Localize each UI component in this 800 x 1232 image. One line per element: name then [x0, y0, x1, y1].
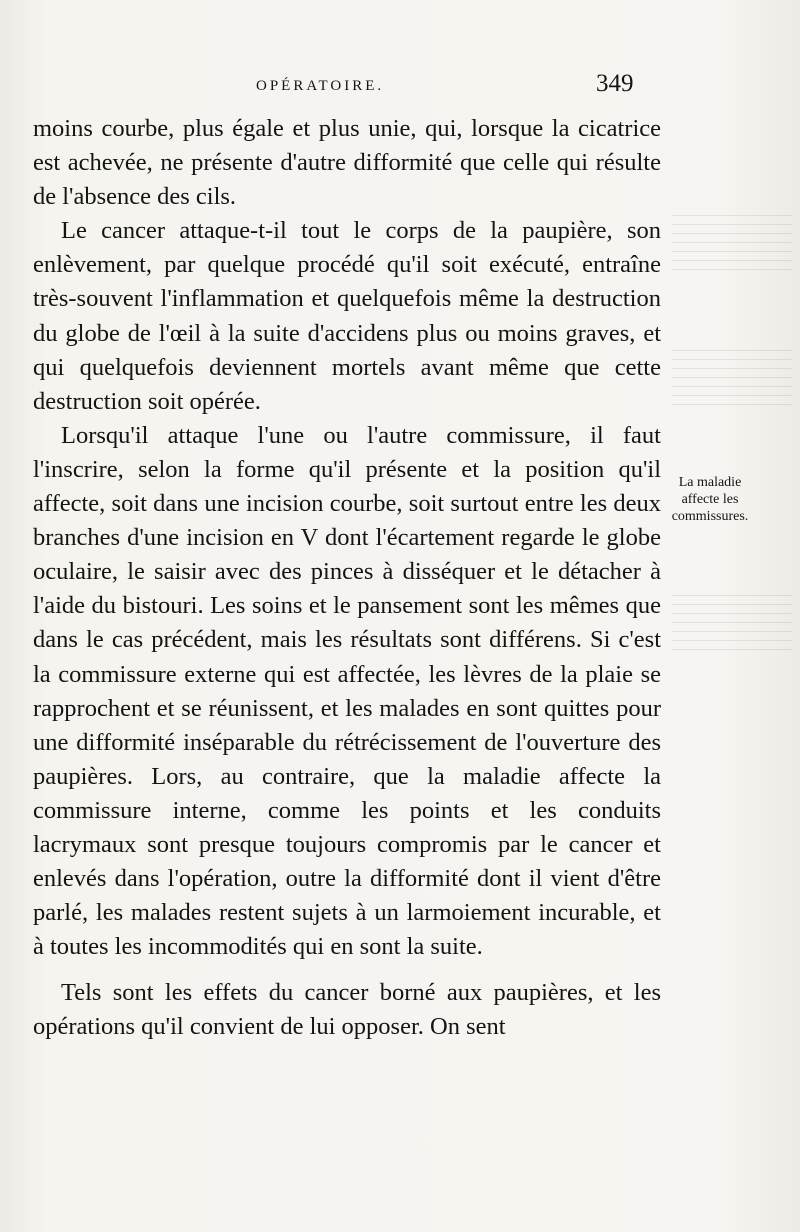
show-through-text: [672, 210, 792, 270]
margin-note: La maladie affecte les commissures.: [671, 475, 749, 524]
paragraph-commissure: Lorsqu'il attaque l'une ou l'autre commissure, il faut l'inscrire, selon la forme qu'il présente et la position qu'il affecte, soit dans une incision courbe, soit surtout entre les deux branches d'une incision en V dont l'écartement regarde le globe oculaire, le saisir avec des pinces à disséquer et le détacher à l'aide du bistouri. Les soins et le pansement sont les mêmes que dans le cas précédent, mais les résultats sont différens. Si c'est la commissure externe qui est affectée, les lèvres de la plaie se rapprochent et se réunissent, et les malades en sont quittes pour une difformité inséparable du rétrécissement de l'ouverture des paupières. Lors, au contraire, que la maladie affecte la commissure interne, comme les points et les conduits lacrymaux sont presque toujours compromis par le cancer et enlevés dans l'opération, outre la difformité dont il vient d'être parlé, les malades restent sujets à un larmoiement incurable, et à toutes les incommodités qui en sont la suite.: [33, 421, 661, 961]
show-through-text: [672, 590, 792, 650]
page-number: 349: [596, 70, 634, 97]
paragraph-cancer-eyelid: Le cancer attaque-t-il tout le corps de la paupière, son enlèvement, par quelque procédé qu'il soit exécuté, entraîne très-souvent l'inflammation et quelquefois même la destruction du globe de l'œil à la suite d'accidens plus ou moins graves, et qui quelquefois deviennent mortels avant même que cette destruction soit opérée.: [33, 217, 661, 415]
show-through-text: [672, 345, 792, 405]
paragraph-continued: moins courbe, plus égale et plus unie, qui, lorsque la cicatrice est achevée, ne présente d'autre difformité que celle qui résulte de l'absence des cils.: [33, 115, 661, 211]
running-head: OPÉRATOIRE.: [256, 78, 385, 94]
body-text: [33, 112, 661, 1045]
paragraph-effects: Tels sont les effets du cancer borné aux paupières, et les opérations qu'il convient de lui opposer. On sent: [33, 979, 661, 1041]
